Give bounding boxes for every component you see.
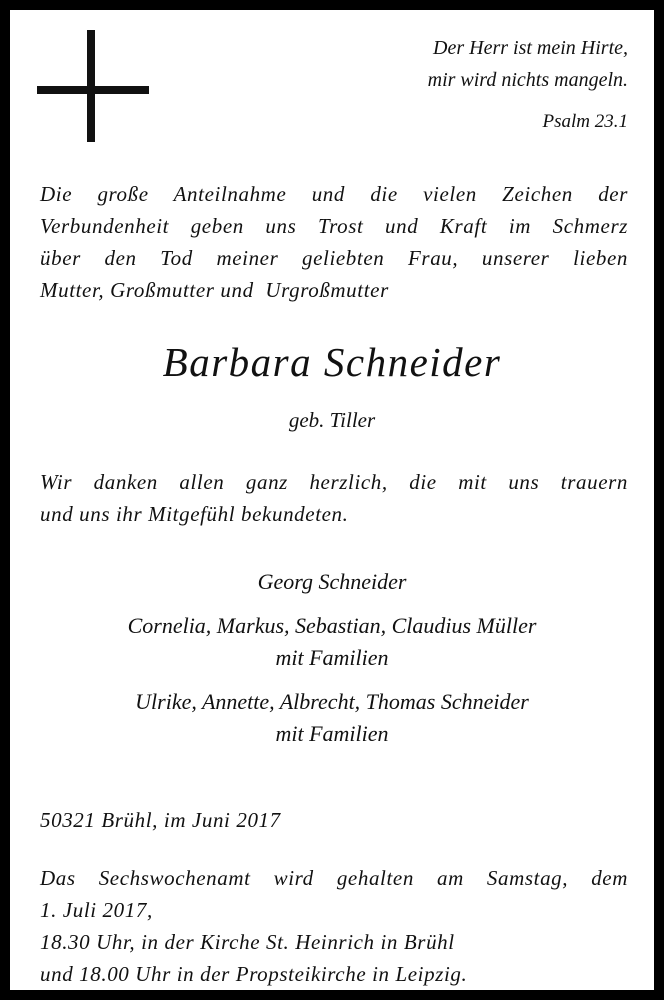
verse-line-1: Der Herr ist mein Hirte, [433,37,628,59]
service-paragraph [40,862,628,990]
service-line-4: und 18.00 Uhr in der Propsteikirche in Leipzig. [40,962,468,986]
service-line-1: Das Sechswochenamt wird gehalten am Samstag, dem [40,866,628,890]
obituary-notice [10,10,654,990]
maiden-name: geb. Tiller [288,408,376,432]
place-date: 50321 Brühl, im Juni 2017 [40,808,281,832]
signers-block [10,566,654,762]
intro-paragraph [40,178,628,306]
service-line-3: 18.30 Uhr, in der Kirche St. Heinrich in Brühl [40,930,455,954]
signer-group-1-names: Cornelia, Markus, Sebastian, Claudius Müller [127,613,537,638]
intro-line-1: Die große Anteilnahme und die vielen Zeichen der [40,182,628,206]
deceased-name: Barbara Schneider [162,339,502,385]
signer-group-2-names: Ulrike, Annette, Albrecht, Thomas Schneider [135,689,529,714]
intro-line-4: Mutter, Großmutter und Urgroßmutter [40,278,389,302]
signer-group-2-suffix: mit Familien [275,721,389,746]
signer-group-2 [10,686,654,750]
service-line-2: 1. Juli 2017, [40,898,153,922]
thanks-paragraph [40,466,628,530]
verse-line-2: mir wird nichts mangeln. [427,69,628,91]
bible-verse [428,32,628,138]
verse-reference: Psalm 23.1 [542,111,628,132]
signer-spouse: Georg Schneider [257,569,407,594]
thanks-line-1: Wir danken allen ganz herzlich, die mit uns trauern [40,470,628,494]
signer-group-1 [10,610,654,674]
cross-horizontal-bar [37,86,149,94]
intro-line-2: Verbundenheit geben uns Trost und Kraft im Schmerz [40,214,628,238]
signer-group-1-suffix: mit Familien [275,645,389,670]
intro-line-3: über den Tod meiner geliebten Frau, unserer lieben [40,246,628,270]
thanks-line-2: und uns ihr Mitgefühl bekundeten. [40,502,349,526]
cross-icon [37,30,149,142]
